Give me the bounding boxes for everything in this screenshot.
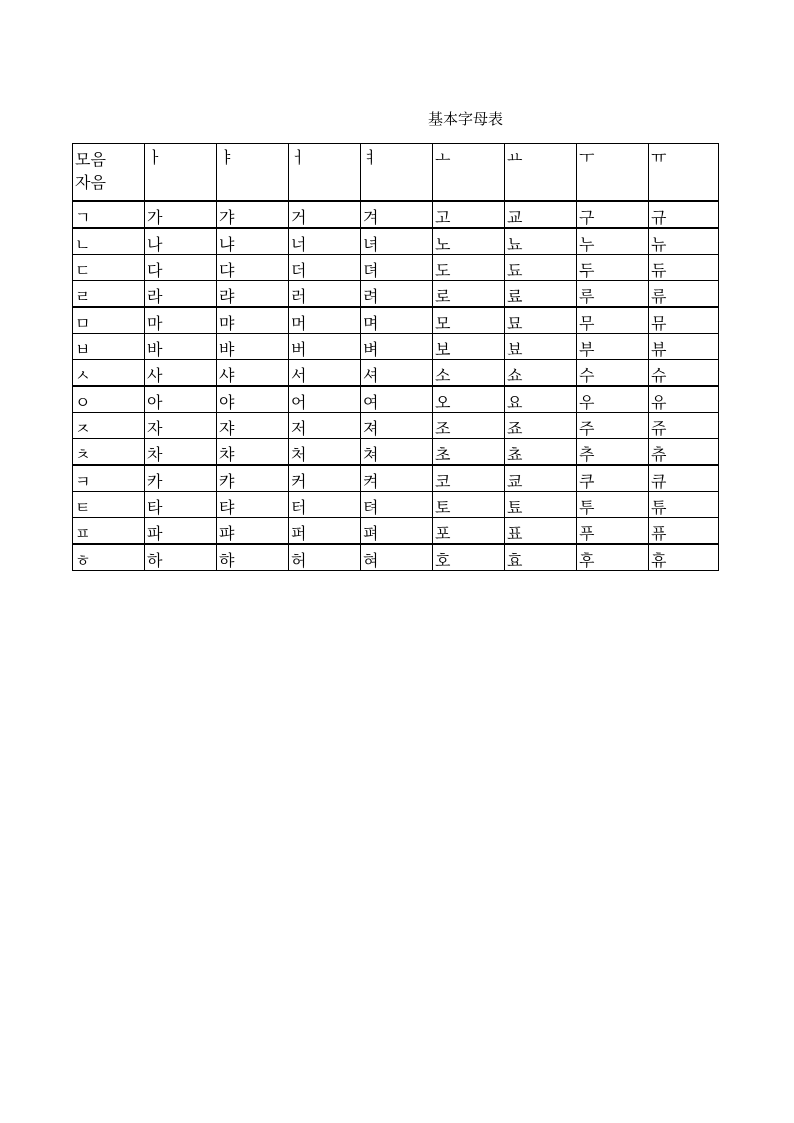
syllable-cell: 퓨 <box>649 518 719 545</box>
syllable-cell: 됴 <box>505 255 577 281</box>
table-row <box>73 360 719 387</box>
syllable-cell: 여 <box>361 386 433 413</box>
syllable-cell: 요 <box>505 386 577 413</box>
syllable-cell: 뉴 <box>649 228 719 255</box>
syllable-cell: 도 <box>433 255 505 281</box>
table-row <box>73 492 719 518</box>
corner-header-cell <box>73 144 145 202</box>
syllable-cell: 져 <box>361 413 433 439</box>
table-row <box>73 439 719 466</box>
syllable-cell: 노 <box>433 228 505 255</box>
syllable-cell: 벼 <box>361 334 433 360</box>
syllable-cell: 버 <box>289 334 361 360</box>
syllable-cell: 러 <box>289 281 361 308</box>
syllable-cell: 바 <box>145 334 217 360</box>
syllable-cell: 카 <box>145 465 217 492</box>
syllable-cell: 묘 <box>505 307 577 334</box>
syllable-cell: 햐 <box>217 544 289 571</box>
vowel-header-cell: ㅏ <box>145 144 217 202</box>
syllable-cell: 파 <box>145 518 217 545</box>
syllable-cell: 혀 <box>361 544 433 571</box>
syllable-cell: 효 <box>505 544 577 571</box>
consonant-cell: ㅂ <box>73 334 145 360</box>
vowel-header-cell: ㅜ <box>577 144 649 202</box>
vowel-header-cell: ㅠ <box>649 144 719 202</box>
syllable-cell: 료 <box>505 281 577 308</box>
syllable-cell: 하 <box>145 544 217 571</box>
syllable-cell: 주 <box>577 413 649 439</box>
syllable-cell: 슈 <box>649 360 719 387</box>
syllable-cell: 듀 <box>649 255 719 281</box>
syllable-cell: 아 <box>145 386 217 413</box>
syllable-cell: 누 <box>577 228 649 255</box>
consonant-cell: ㅍ <box>73 518 145 545</box>
syllable-cell: 쳐 <box>361 439 433 466</box>
syllable-cell: 우 <box>577 386 649 413</box>
syllable-cell: 큐 <box>649 465 719 492</box>
consonant-cell: ㄴ <box>73 228 145 255</box>
syllable-cell: 표 <box>505 518 577 545</box>
consonant-cell: ㄷ <box>73 255 145 281</box>
syllable-cell: 너 <box>289 228 361 255</box>
syllable-cell: 튜 <box>649 492 719 518</box>
document-title: 基本字母表 <box>428 110 504 128</box>
syllable-cell: 고 <box>433 201 505 228</box>
syllable-cell: 며 <box>361 307 433 334</box>
table-row <box>73 544 719 571</box>
syllable-cell: 무 <box>577 307 649 334</box>
vowel-header-row <box>73 144 719 202</box>
consonant-cell: ㅁ <box>73 307 145 334</box>
syllable-cell: 타 <box>145 492 217 518</box>
syllable-cell: 마 <box>145 307 217 334</box>
syllable-cell: 자 <box>145 413 217 439</box>
syllable-cell: 토 <box>433 492 505 518</box>
syllable-cell: 투 <box>577 492 649 518</box>
syllable-cell: 텨 <box>361 492 433 518</box>
syllable-cell: 규 <box>649 201 719 228</box>
syllable-cell: 먀 <box>217 307 289 334</box>
syllable-cell: 펴 <box>361 518 433 545</box>
consonant-cell: ㅎ <box>73 544 145 571</box>
consonant-cell: ㄹ <box>73 281 145 308</box>
syllable-cell: 쵸 <box>505 439 577 466</box>
syllable-cell: 호 <box>433 544 505 571</box>
syllable-cell: 오 <box>433 386 505 413</box>
syllable-cell: 나 <box>145 228 217 255</box>
syllable-cell: 샤 <box>217 360 289 387</box>
syllable-cell: 모 <box>433 307 505 334</box>
consonant-cell: ㅋ <box>73 465 145 492</box>
table-row <box>73 334 719 360</box>
syllable-cell: 탸 <box>217 492 289 518</box>
syllable-cell: 댜 <box>217 255 289 281</box>
vowel-header-cell: ㅓ <box>289 144 361 202</box>
vowel-header-cell: ㅑ <box>217 144 289 202</box>
syllable-cell: 셔 <box>361 360 433 387</box>
table-row <box>73 281 719 308</box>
syllable-cell: 로 <box>433 281 505 308</box>
syllable-cell: 소 <box>433 360 505 387</box>
syllable-cell: 뱌 <box>217 334 289 360</box>
syllable-cell: 뎌 <box>361 255 433 281</box>
syllable-cell: 코 <box>433 465 505 492</box>
syllable-cell: 추 <box>577 439 649 466</box>
hangul-alphabet-table <box>72 143 719 571</box>
syllable-cell: 츄 <box>649 439 719 466</box>
syllable-cell: 뷰 <box>649 334 719 360</box>
consonant-axis-label: 자음 <box>75 173 106 192</box>
syllable-cell: 휴 <box>649 544 719 571</box>
syllable-cell: 후 <box>577 544 649 571</box>
syllable-cell: 냐 <box>217 228 289 255</box>
syllable-cell: 려 <box>361 281 433 308</box>
syllable-cell: 뵤 <box>505 334 577 360</box>
vowel-header-cell: ㅕ <box>361 144 433 202</box>
syllable-cell: 루 <box>577 281 649 308</box>
syllable-cell: 툐 <box>505 492 577 518</box>
syllable-cell: 터 <box>289 492 361 518</box>
syllable-cell: 류 <box>649 281 719 308</box>
syllable-cell: 켜 <box>361 465 433 492</box>
syllable-cell: 저 <box>289 413 361 439</box>
vowel-axis-label: 모음 <box>75 150 106 169</box>
consonant-cell: ㅌ <box>73 492 145 518</box>
syllable-cell: 갸 <box>217 201 289 228</box>
syllable-cell: 머 <box>289 307 361 334</box>
table-row <box>73 201 719 228</box>
consonant-cell: ㅊ <box>73 439 145 466</box>
syllable-cell: 쟈 <box>217 413 289 439</box>
syllable-cell: 챠 <box>217 439 289 466</box>
syllable-cell: 포 <box>433 518 505 545</box>
syllable-cell: 퍄 <box>217 518 289 545</box>
consonant-cell: ㅈ <box>73 413 145 439</box>
syllable-cell: 처 <box>289 439 361 466</box>
syllable-cell: 뇨 <box>505 228 577 255</box>
table-row <box>73 386 719 413</box>
syllable-cell: 뮤 <box>649 307 719 334</box>
syllable-cell: 쿠 <box>577 465 649 492</box>
syllable-cell: 겨 <box>361 201 433 228</box>
syllable-cell: 허 <box>289 544 361 571</box>
syllable-cell: 조 <box>433 413 505 439</box>
syllable-cell: 쇼 <box>505 360 577 387</box>
syllable-cell: 랴 <box>217 281 289 308</box>
syllable-cell: 두 <box>577 255 649 281</box>
syllable-cell: 차 <box>145 439 217 466</box>
vowel-header-cell: ㅛ <box>505 144 577 202</box>
table-row <box>73 413 719 439</box>
table-row <box>73 255 719 281</box>
syllable-cell: 더 <box>289 255 361 281</box>
syllable-cell: 구 <box>577 201 649 228</box>
syllable-cell: 푸 <box>577 518 649 545</box>
syllable-cell: 사 <box>145 360 217 387</box>
syllable-cell: 어 <box>289 386 361 413</box>
syllable-cell: 가 <box>145 201 217 228</box>
syllable-cell: 보 <box>433 334 505 360</box>
syllable-cell: 거 <box>289 201 361 228</box>
syllable-cell: 죠 <box>505 413 577 439</box>
syllable-cell: 다 <box>145 255 217 281</box>
syllable-cell: 초 <box>433 439 505 466</box>
syllable-cell: 라 <box>145 281 217 308</box>
consonant-cell: ㅇ <box>73 386 145 413</box>
consonant-cell: ㅅ <box>73 360 145 387</box>
syllable-cell: 쿄 <box>505 465 577 492</box>
syllable-cell: 녀 <box>361 228 433 255</box>
table-row <box>73 518 719 545</box>
syllable-cell: 쥬 <box>649 413 719 439</box>
table-row <box>73 307 719 334</box>
syllable-cell: 퍼 <box>289 518 361 545</box>
table-row <box>73 228 719 255</box>
syllable-cell: 부 <box>577 334 649 360</box>
syllable-cell: 교 <box>505 201 577 228</box>
syllable-cell: 유 <box>649 386 719 413</box>
syllable-cell: 야 <box>217 386 289 413</box>
syllable-cell: 캬 <box>217 465 289 492</box>
syllable-cell: 커 <box>289 465 361 492</box>
consonant-cell: ㄱ <box>73 201 145 228</box>
syllable-cell: 수 <box>577 360 649 387</box>
table-row <box>73 465 719 492</box>
vowel-header-cell: ㅗ <box>433 144 505 202</box>
syllable-cell: 서 <box>289 360 361 387</box>
